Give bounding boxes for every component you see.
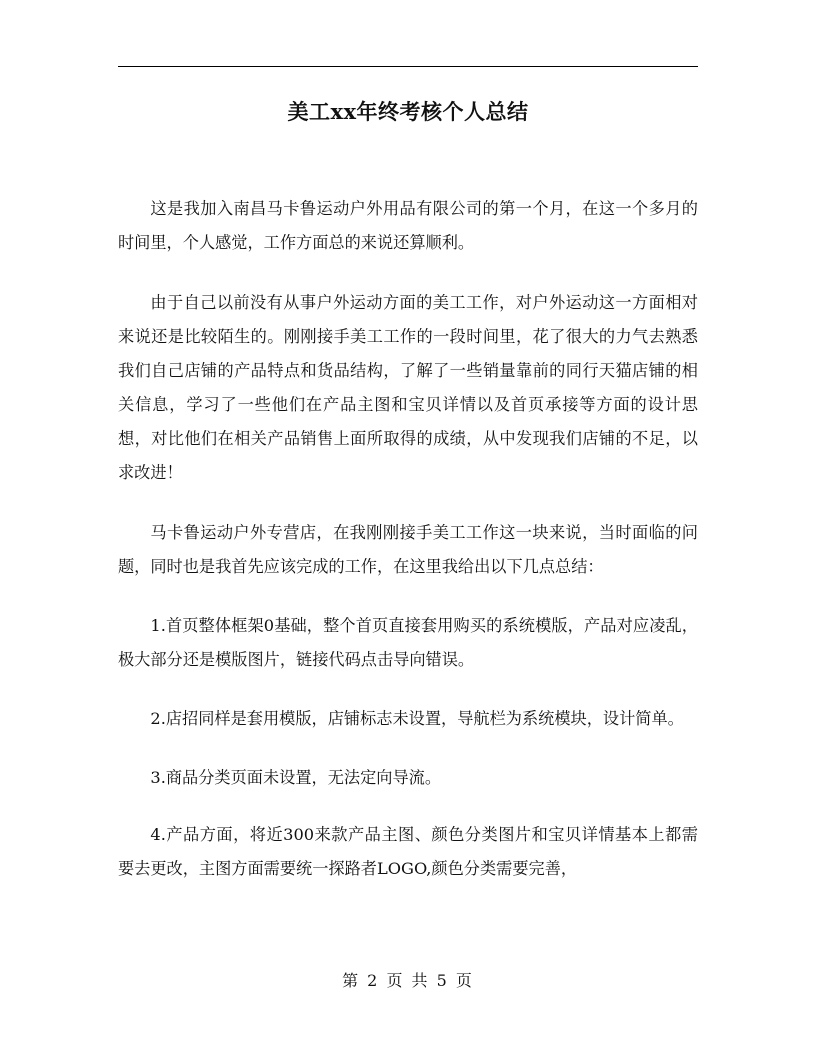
paragraph-background: 由于自己以前没有从事户外运动方面的美工工作，对户外运动这一方面相对来说还是比较陌生的。刚刚接手美工工作的一段时间里，花了很大的力气去熟悉我们自己店铺的产品特点和货品结构，了解了一些销量靠前的同行天猫店铺的相关信息，学习了一些他们在产品主图和宝贝详情以及首页承接等方面的设计思想，对比他们在相关产品销售上面所取得的成绩，从中发现我们店铺的不足，以求改进！ bbox=[118, 293, 698, 482]
document-body bbox=[118, 192, 698, 886]
list-item-homepage: 1.首页整体框架0基础，整个首页直接套用购买的系统模版，产品对应凌乱，极大部分还是模版图片，链接代码点击导向错误。 bbox=[118, 616, 698, 669]
page-indicator: 第 2 页 共 5 页 bbox=[342, 971, 474, 990]
header-rule bbox=[118, 66, 698, 67]
list-item-category-page: 3.商品分类页面未设置，无法定向导流。 bbox=[150, 768, 442, 787]
list-item-products: 4.产品方面，将近300来款产品主图、颜色分类图片和宝贝详情基本上都需要去更改，主图方面需要统一探路者LOGO,颜色分类需要完善， bbox=[118, 825, 698, 878]
paragraph-issues-intro: 马卡鲁运动户外专营店，在我刚刚接手美工工作这一块来说，当时面临的问题，同时也是我首先应该完成的工作，在这里我给出以下几点总结： bbox=[118, 523, 698, 576]
list-item-shop-sign: 2.店招同样是套用模版，店铺标志未设置，导航栏为系统模块，设计简单。 bbox=[150, 709, 684, 728]
document-title: 美工xx年终考核个人总结 bbox=[287, 99, 529, 124]
paragraph-intro: 这是我加入南昌马卡鲁运动户外用品有限公司的第一个月，在这一个多月的时间里，个人感觉，工作方面总的来说还算顺利。 bbox=[118, 199, 698, 252]
